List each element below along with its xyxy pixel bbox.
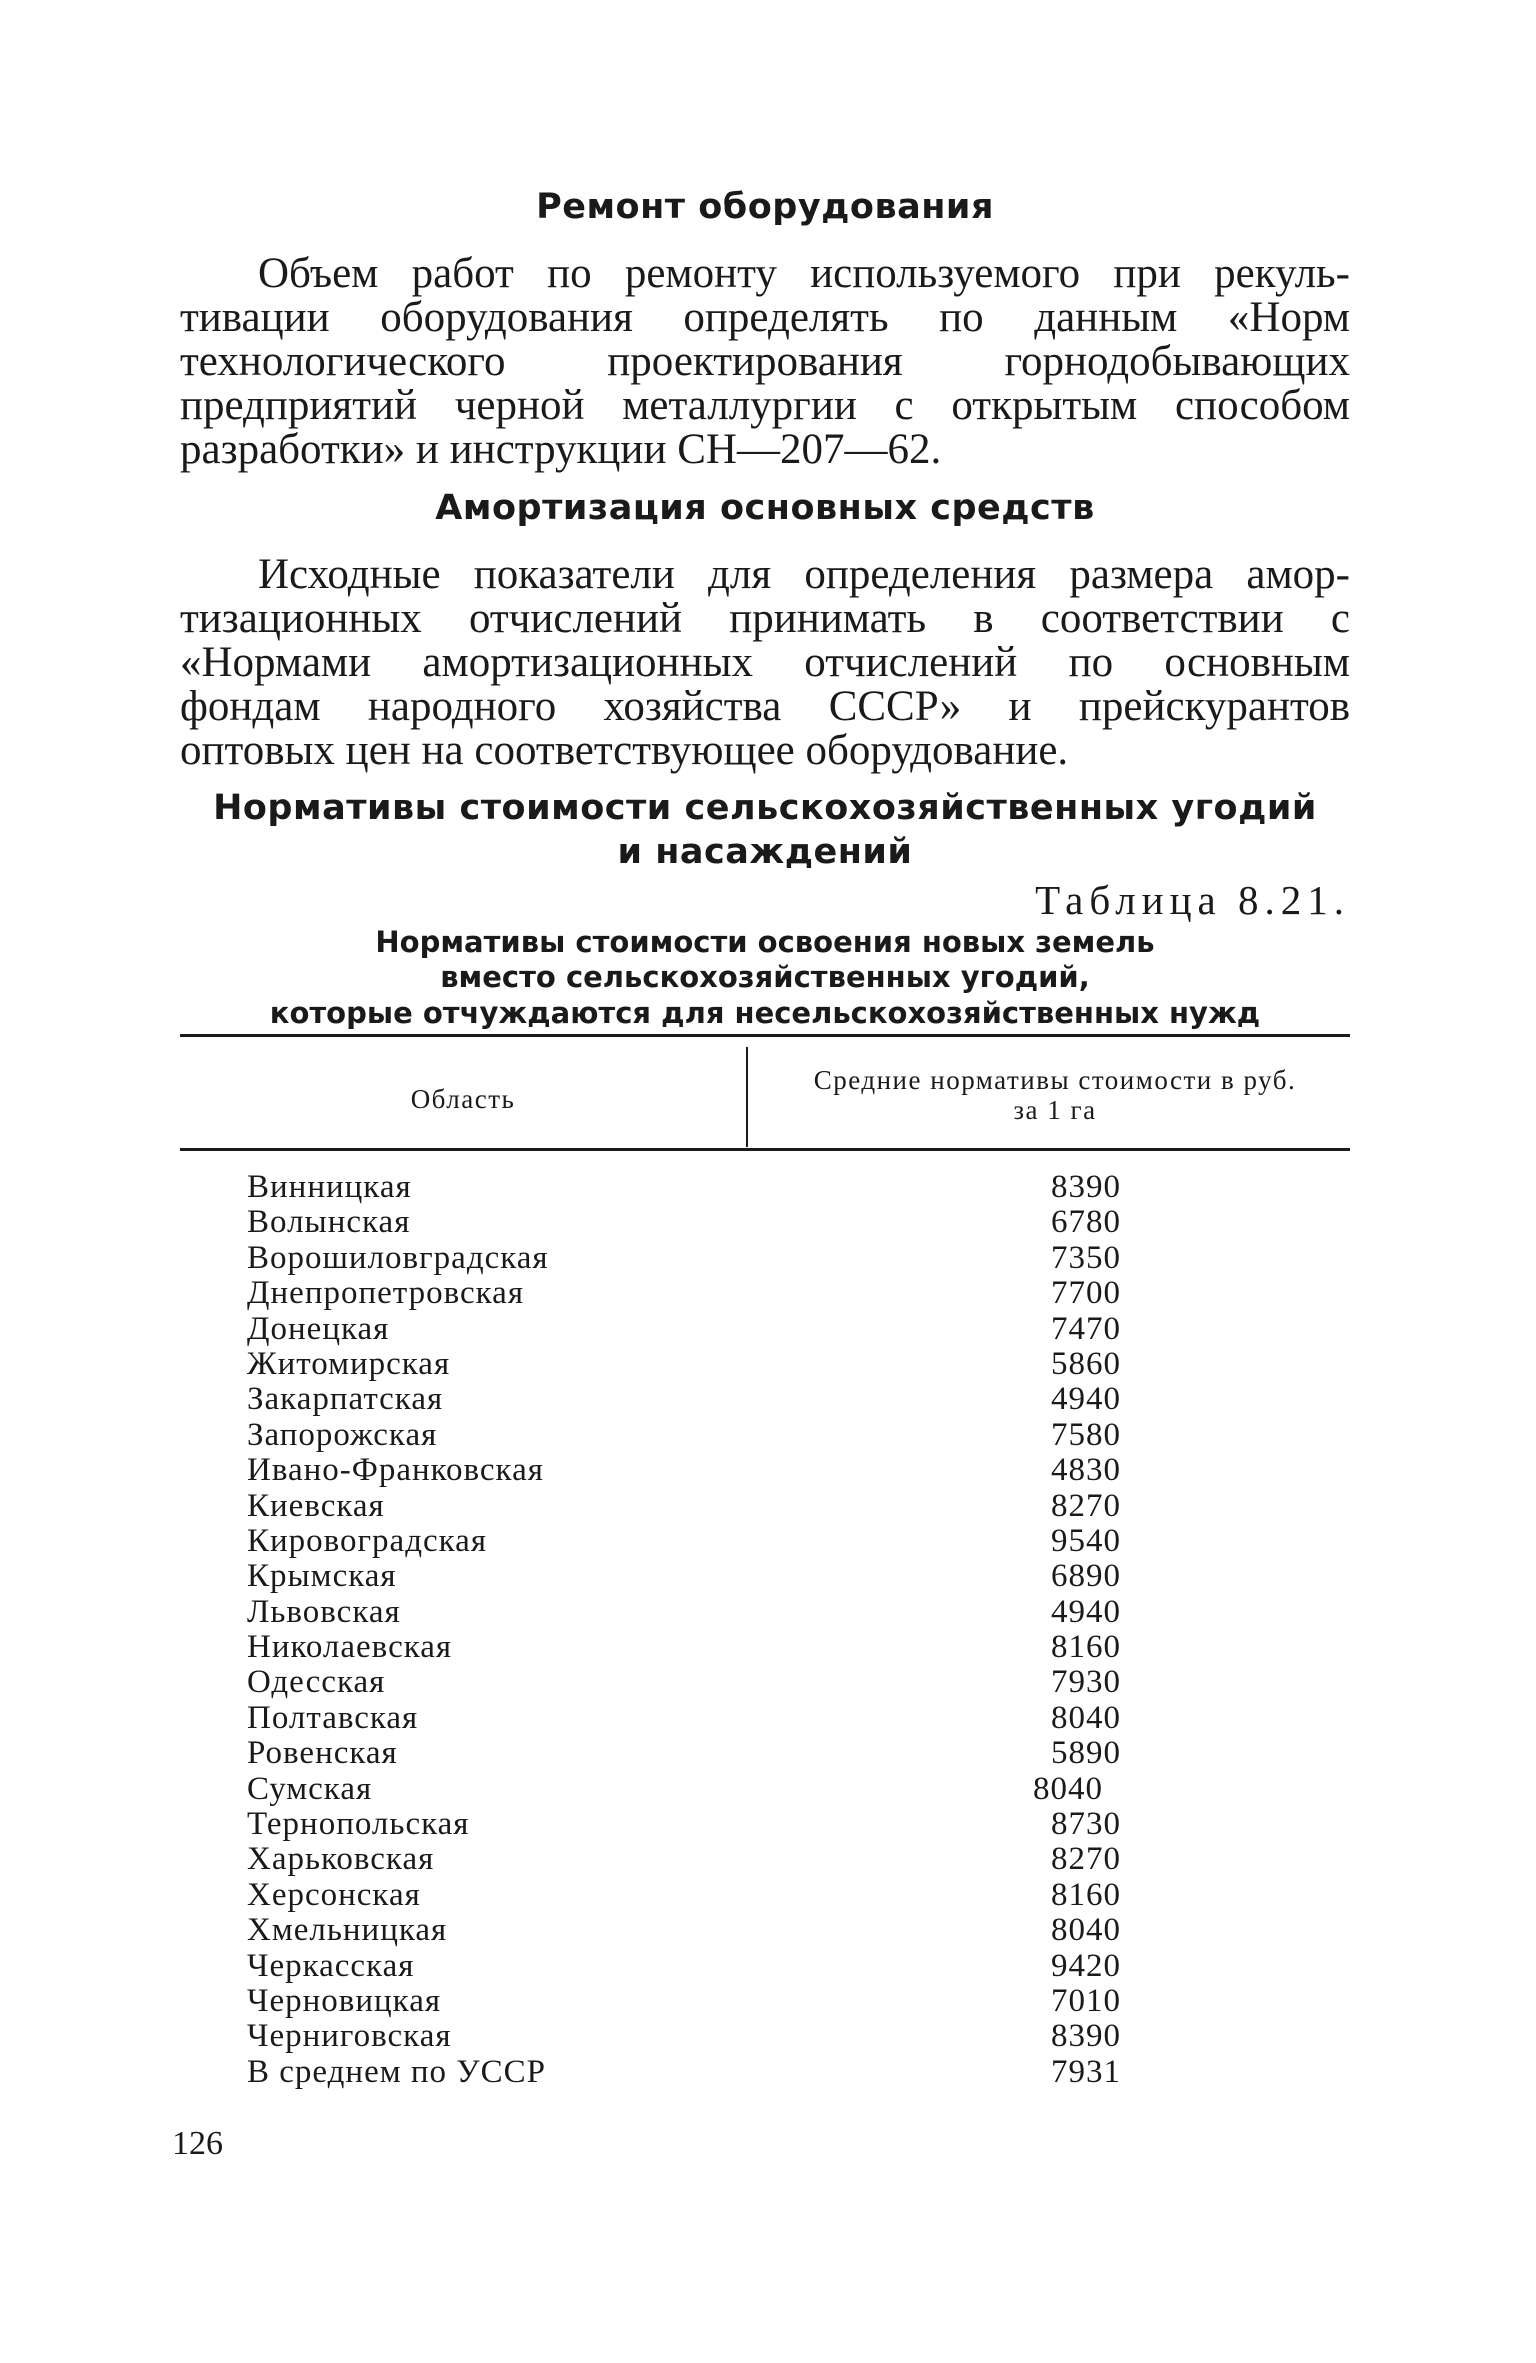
table-header-value-line1: Средние нормативы стоимости в руб. xyxy=(813,1065,1297,1095)
table-row xyxy=(247,1559,1147,1594)
text-line: фондам народного хозяйства СССР» и прейскурантов xyxy=(180,683,1350,730)
region-name: Сумская xyxy=(247,1770,373,1807)
table-row xyxy=(247,2055,1147,2090)
region-name: Винницкая xyxy=(247,1169,412,1205)
table-row xyxy=(247,1701,1147,1736)
table-row xyxy=(247,1205,1147,1240)
table-row xyxy=(247,1489,1147,1524)
text-line: «Нормами амортизационных отчислений по основным xyxy=(180,639,1350,686)
text-line: оптовых цен на соответствующее оборудование. xyxy=(180,727,1069,774)
table-row xyxy=(247,1276,1147,1311)
region-name: Черкасская xyxy=(247,1947,415,1984)
region-value: 4830 xyxy=(1051,1452,1121,1489)
region-name: Киевская xyxy=(247,1487,385,1524)
region-value: 7580 xyxy=(1051,1416,1121,1453)
table-row xyxy=(247,1418,1147,1453)
region-name: Харьковская xyxy=(247,1841,435,1878)
table-row xyxy=(247,1241,1147,1276)
region-name: Львовская xyxy=(247,1593,401,1630)
region-value: 8730 xyxy=(1051,1806,1121,1843)
table-header-value xyxy=(755,1065,1355,1125)
region-name: Запорожская xyxy=(247,1416,438,1453)
table-header-region: Область xyxy=(410,1084,516,1114)
region-name: Полтавская xyxy=(247,1699,419,1736)
heading-norms-line2: и насаждений xyxy=(617,832,913,872)
table-title-line3: которые отчуждаются для несельскохозяйственных нужд xyxy=(269,996,1261,1030)
paragraph-amortization xyxy=(180,553,1350,773)
heading-equipment-repair: Ремонт оборудования xyxy=(536,187,994,227)
region-value: 8270 xyxy=(1051,1487,1121,1524)
region-value: 7930 xyxy=(1051,1664,1121,1701)
region-value: 8160 xyxy=(1051,1876,1121,1913)
region-value: 5860 xyxy=(1051,1345,1121,1382)
region-name: Житомирская xyxy=(247,1345,451,1382)
region-value: 7700 xyxy=(1051,1275,1121,1312)
region-name: Херсонская xyxy=(247,1876,421,1913)
region-name: Хмельницкая xyxy=(247,1912,448,1949)
table-row xyxy=(247,1453,1147,1488)
region-value: 8390 xyxy=(1051,2018,1121,2055)
text-line: предприятий черной металлургии с открытым способом xyxy=(180,382,1350,429)
text-line: Исходные показатели для определения размера амор- xyxy=(258,551,1350,598)
table-row xyxy=(247,1913,1147,1948)
table-row xyxy=(247,1665,1147,1700)
region-name: Донецкая xyxy=(247,1310,390,1347)
region-name: Ворошиловградская xyxy=(247,1239,549,1276)
region-value: 8390 xyxy=(1051,1169,1121,1205)
region-value: 5890 xyxy=(1051,1735,1121,1772)
table-header-divider xyxy=(746,1047,748,1147)
region-name: В среднем по УССР xyxy=(247,2053,546,2090)
text-line: разработки» и инструкции СН—207—62. xyxy=(180,426,942,473)
region-value: 8270 xyxy=(1051,1841,1121,1878)
table-title-line2: вместо сельскохозяйственных угодий, xyxy=(440,960,1090,994)
table-row xyxy=(247,1524,1147,1559)
region-value: 9420 xyxy=(1051,1947,1121,1984)
table-row xyxy=(247,1630,1147,1665)
text-line: технологического проектирования горнодобывающих xyxy=(180,338,1350,385)
region-value: 6890 xyxy=(1051,1558,1121,1595)
region-value: 8040 xyxy=(1033,1770,1103,1807)
region-name: Кировоградская xyxy=(247,1522,488,1559)
table-row xyxy=(247,1170,1147,1205)
table-body xyxy=(247,1170,1147,2090)
table-row xyxy=(247,1878,1147,1913)
table-row xyxy=(247,1949,1147,1984)
table-title-line1: Нормативы стоимости освоения новых земель xyxy=(375,925,1155,959)
paragraph-equipment-repair xyxy=(180,252,1350,472)
heading-norms-line1: Нормативы стоимости сельскохозяйственных угодий xyxy=(213,788,1317,828)
region-value: 9540 xyxy=(1051,1522,1121,1559)
region-name: Ровенская xyxy=(247,1735,398,1772)
page-number: 126 xyxy=(172,2125,223,2162)
region-name: Одесская xyxy=(247,1664,386,1701)
region-name: Черновицкая xyxy=(247,1982,442,2019)
table-row xyxy=(247,2019,1147,2054)
region-value: 4940 xyxy=(1051,1593,1121,1630)
region-name: Ивано-Франковская xyxy=(247,1452,544,1489)
text-line: Объем работ по ремонту используемого при рекуль- xyxy=(258,250,1350,297)
region-value: 8040 xyxy=(1051,1699,1121,1736)
region-name: Николаевская xyxy=(247,1629,453,1666)
table-row xyxy=(247,1312,1147,1347)
region-name: Тернопольская xyxy=(247,1806,470,1843)
table-row xyxy=(247,1772,1147,1807)
region-value: 7470 xyxy=(1051,1310,1121,1347)
region-value: 7010 xyxy=(1051,1982,1121,2019)
table-row xyxy=(247,1382,1147,1417)
region-name: Крымская xyxy=(247,1558,397,1595)
table-row xyxy=(247,1595,1147,1630)
region-value: 4940 xyxy=(1051,1381,1121,1418)
table-header-rule xyxy=(180,1148,1350,1151)
region-value: 8040 xyxy=(1051,1912,1121,1949)
text-line: тивации оборудования определять по данным «Норм xyxy=(180,294,1350,341)
text-line: тизационных отчислений принимать в соответствии с xyxy=(180,595,1350,642)
region-value: 8160 xyxy=(1051,1629,1121,1666)
table-row xyxy=(247,1984,1147,2019)
region-name: Черниговская xyxy=(247,2018,452,2055)
region-name: Волынская xyxy=(247,1204,411,1241)
region-name: Закарпатская xyxy=(247,1381,444,1418)
region-name: Днепропетровская xyxy=(247,1275,525,1312)
region-value: 6780 xyxy=(1051,1204,1121,1241)
table-top-rule xyxy=(180,1034,1350,1037)
region-value: 7931 xyxy=(1051,2053,1121,2090)
region-value: 7350 xyxy=(1051,1239,1121,1276)
table-row xyxy=(247,1807,1147,1842)
table-header-value-line2: за 1 га xyxy=(1013,1095,1097,1125)
table-row xyxy=(247,1347,1147,1382)
table-row xyxy=(247,1736,1147,1771)
heading-amortization: Амортизация основных средств xyxy=(435,488,1095,528)
table-label: Таблица 8.21. xyxy=(1035,877,1350,923)
table-row xyxy=(247,1842,1147,1877)
